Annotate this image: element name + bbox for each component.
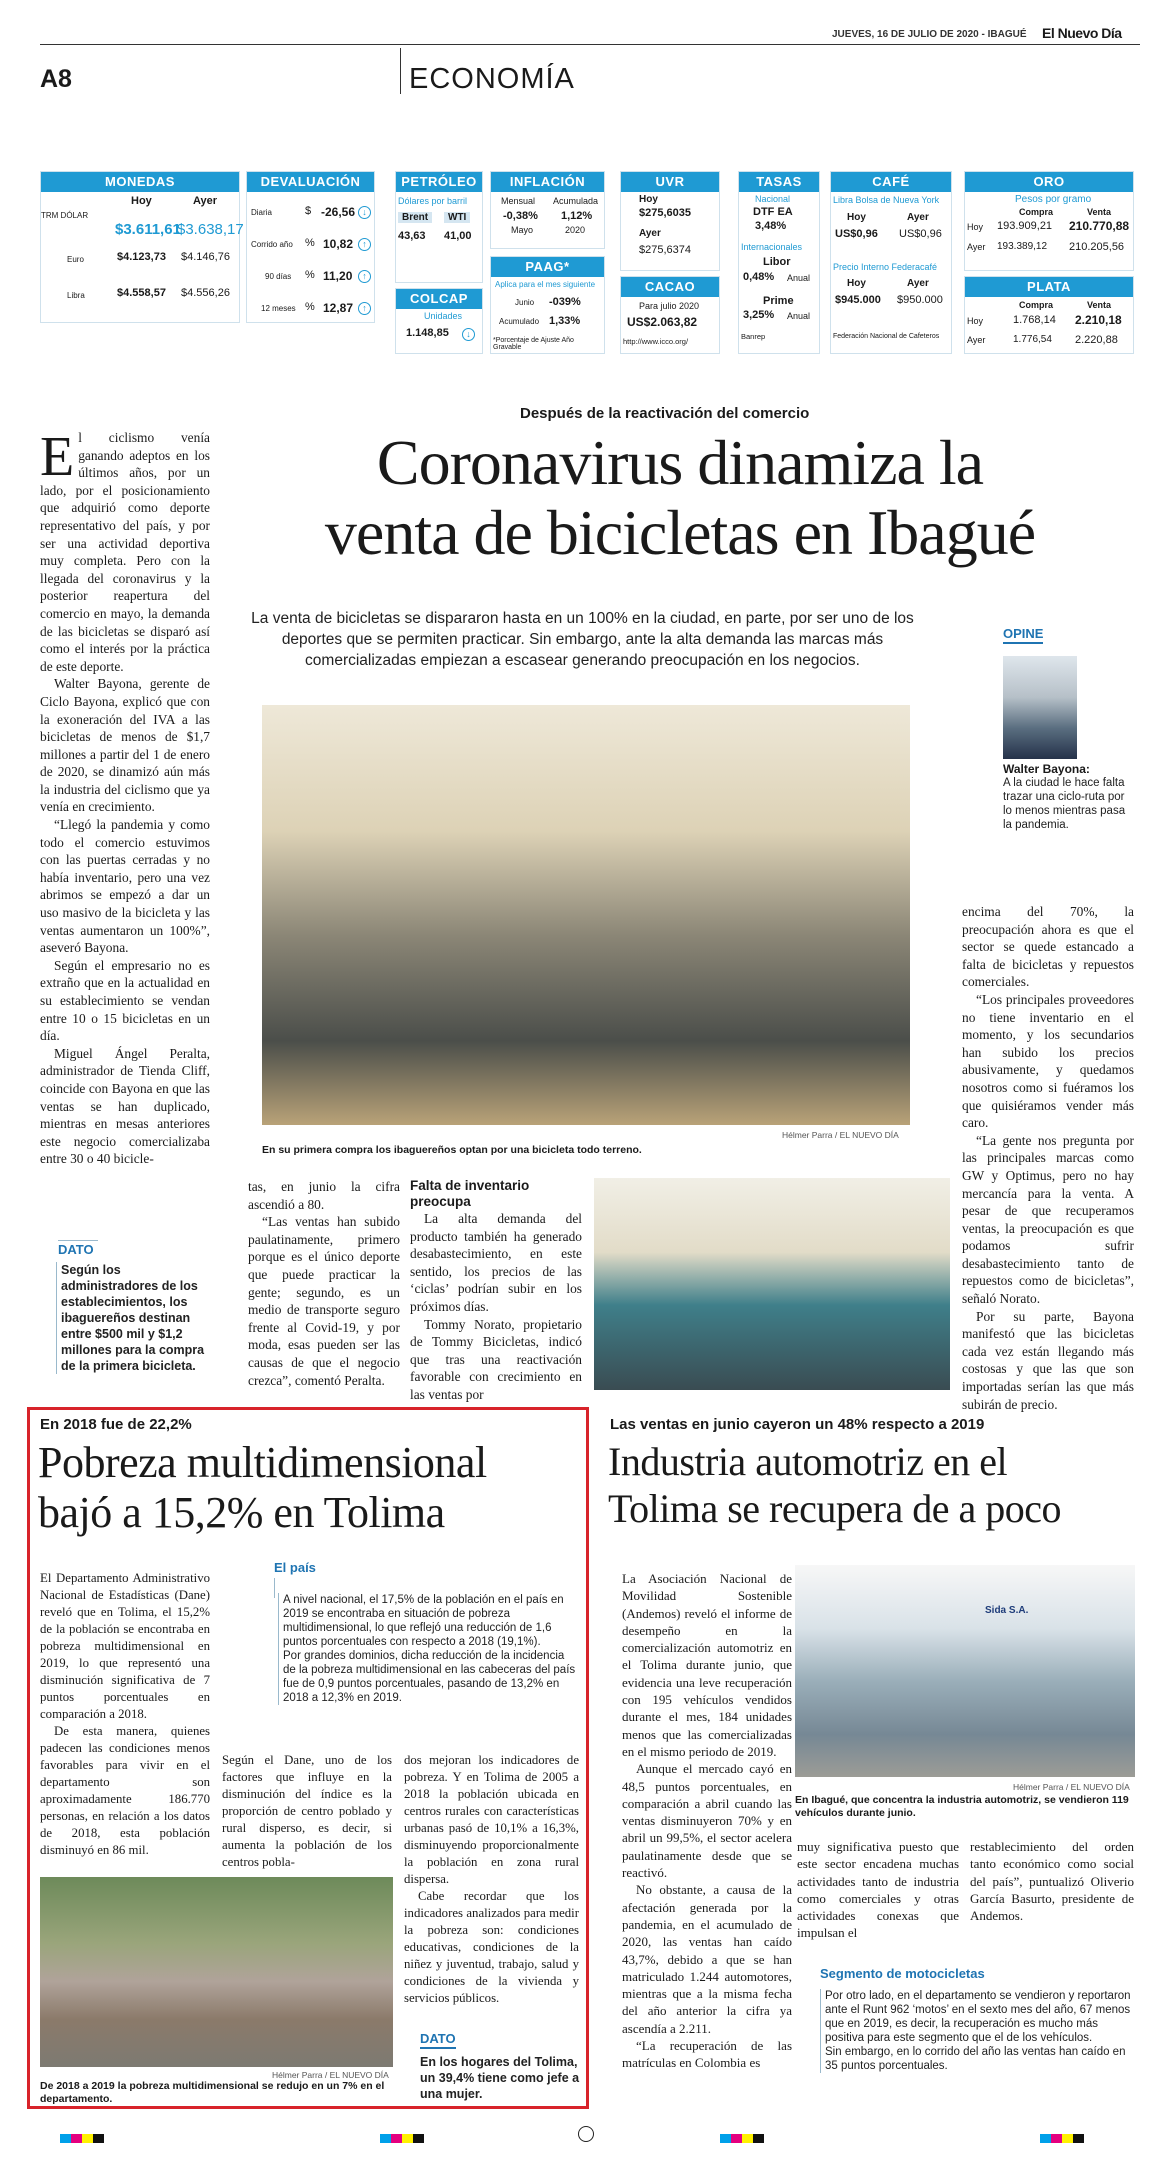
cafe-int-ayer: $950.000 — [897, 294, 943, 306]
segmento-label: Segmento de motocicletas — [820, 1966, 985, 1981]
main-col4-p2: “Los principales proveedores no tiene inventario en el momento, y los secundarios han subido los precios abusivamente, y quedamos nosotros como si fuéramos los que quisiéramos vender más caro. — [962, 991, 1134, 1131]
inflacion-mensual-label: Mensual — [501, 196, 536, 206]
libor-value: 0,48% — [743, 271, 775, 283]
oro-ayer-compra: 193.389,12 — [997, 241, 1048, 252]
subhead: Falta de inventario preocupa — [410, 1178, 530, 1209]
inflacion-anio: 2020 — [565, 225, 586, 235]
plata-ayer-venta: 2.220,88 — [1075, 334, 1118, 346]
main-col3 — [410, 1178, 582, 1404]
pobreza-dato-box — [420, 2030, 580, 2102]
segmento-text-p1: Por otro lado, en el departamento se vendieron y reportaron ante el Runt 962 ‘motos’ en el sexto mes del año, 67 menos que en 2019, es decir, la recuperación es mucho más positiva para este segmento que el de los vehículos. — [825, 1990, 1131, 2044]
auto-col1-p1: La Asociación Nacional de Movilidad Sostenible (Andemos) reveló el informe de desempeño en la comercialización automotriz en el Tolima durante junio, que evidencia una leve recuperación con 195 vehículos vendidos durante el mes, 184 unidades menos que las comercializadas en el mismo periodo de 2019. — [622, 1571, 792, 1759]
opine-portrait — [1003, 656, 1077, 759]
inflacion-acum: 1,12% — [561, 210, 593, 222]
pobreza-col1-p1: El Departamento Administrativo Nacional de Estadísticas (Dane) reveló que en Tolima, el 15,2% de la población se encontraba en pobreza multidimensional en 2019, lo que representó una disminución significativa de 7 puntos porcentuales en comparación a 2018. — [40, 1571, 210, 1721]
cacao-box — [620, 276, 720, 354]
petroleo-title: PETRÓLEO — [396, 172, 482, 192]
auto-col1 — [622, 1570, 792, 2072]
inflacion-acum-label: Acumulada — [553, 196, 599, 206]
deval-12-unit: % — [305, 301, 315, 313]
euro-label: Euro — [67, 255, 84, 264]
pobreza-photo-credit: Hélmer Parra / EL NUEVO DÍA — [272, 2070, 389, 2080]
cafe-ny-hoy: US$0,96 — [835, 228, 878, 240]
oro-ayer-label: Ayer — [967, 242, 986, 252]
color-bar — [1040, 2130, 1084, 2148]
main-col1 — [40, 426, 210, 1168]
auto-headline-line1: Industria automotriz en el — [608, 1439, 1008, 1484]
euro-hoy: $4.123,73 — [117, 251, 166, 263]
colcap-box — [395, 288, 483, 354]
deval-corrido-label: Corrido año — [251, 240, 293, 249]
euro-ayer: $4.146,76 — [181, 251, 230, 263]
brent-label: Brent — [398, 212, 432, 223]
colcap-sub: Unidades — [424, 311, 463, 321]
pobreza-dato-label: DATO — [420, 2031, 456, 2049]
main-col4-p3: “La gente nos pregunta por las principales marcas como GW y Optimus, pero no hay mercancía para la venta. A pesar de que recuperamos ventas, la preocupación es que podamos sufrir desabastecimiento tanto de repuestos como de bicicletas”, señaló Norato. — [962, 1132, 1134, 1307]
auto-headline — [608, 1438, 1138, 1532]
deval-diaria-value: -26,56 — [321, 205, 356, 219]
cafe-ny-label: Libra Bolsa de Nueva York — [833, 195, 940, 205]
libor-label: Libor — [763, 256, 791, 268]
monedas-ayer-label: Ayer — [193, 195, 218, 207]
colcap-title: COLCAP — [396, 289, 482, 309]
dtf-label: DTF EA — [753, 206, 793, 218]
section-divider — [400, 48, 401, 94]
pobreza-col1 — [40, 1570, 210, 1859]
brand-logo: El Nuevo Día — [1042, 25, 1122, 41]
pobreza-col1-p2: De esta manera, quienes padecen las condiciones menos favorables para vivir en el departamento son aproximadamente 186.770 personas, en relación a los datos de 2018, esta población disminuyó en 86 mil. — [40, 1724, 210, 1857]
main-kicker: Después de la reactivación del comercio — [520, 405, 810, 422]
auto-col1-p4: “La recuperación de las matrículas en Colombia es — [622, 2038, 792, 2071]
main-col2 — [248, 1178, 400, 1389]
pobreza-photo-caption: De 2018 a 2019 la pobreza multidimensional se redujo en un 7% en el departamento. — [40, 2080, 385, 2105]
cafe-ayer-label-2: Ayer — [907, 278, 929, 289]
deval-diaria-unit: $ — [305, 205, 312, 217]
elpais-text — [278, 1593, 579, 1705]
deval-90-value: 11,20 — [323, 269, 353, 283]
dtf-value: 3,48% — [755, 220, 787, 232]
wti-label: WTI — [444, 212, 470, 223]
cafe-title: CAFÉ — [831, 172, 951, 192]
oro-sub: Pesos por gramo — [1015, 194, 1092, 205]
dato-text: Según los administradores de los establecimientos, los ibaguereños destinan entre $500 mil y $1,2 millones para la compra de la primera bicicleta. — [56, 1262, 210, 1374]
plata-compra-label: Compra — [1019, 300, 1054, 310]
car-dealer-photo — [795, 1565, 1135, 1777]
cafe-int-label: Precio Interno Federacafé — [833, 262, 938, 272]
arrow-down-icon: ↓ — [358, 206, 371, 219]
oro-hoy-compra: 193.909,21 — [997, 220, 1053, 232]
bike-shop-photo — [262, 705, 910, 1125]
colcap-value: 1.148,85 — [406, 327, 449, 339]
main-headline-line2: venta de bicicletas en Ibagué — [324, 497, 1036, 568]
plata-box — [964, 276, 1134, 354]
inflacion-mes: Mayo — [511, 225, 534, 235]
main-col4 — [962, 903, 1134, 1413]
main-col1-p3: “Llegó la pandemia y como todo el comercio estuvimos con las puertas cerradas y no había inventario, pero una vez abrimos se empezó a dar un uso masivo de la bicicleta y las ventas aumentaron un 100%”, aseveró Bayona. — [40, 817, 210, 956]
registration-mark-icon — [578, 2126, 594, 2142]
color-bar — [380, 2130, 424, 2148]
trm-label: TRM DÓLAR — [41, 211, 89, 220]
cacao-title: CACAO — [621, 277, 719, 297]
oro-box — [964, 171, 1134, 271]
cacao-value: US$2.063,82 — [627, 315, 698, 329]
main-headline-line1: Coronavirus dinamiza la — [376, 427, 984, 498]
oro-hoy-label: Hoy — [967, 222, 984, 232]
tasas-title: TASAS — [739, 172, 819, 192]
uvr-box — [620, 171, 720, 271]
devaluacion-title: DEVALUACIÓN — [247, 172, 374, 192]
elpais-label: El país — [274, 1560, 316, 1575]
main-headline — [220, 428, 1140, 568]
prime-label: Prime — [763, 295, 794, 307]
segmento-text-p2: Sin embargo, en lo corrido del año las ventas han caído en 35 puntos porcentuales. — [825, 2046, 1126, 2072]
libor-unit: Anual — [787, 273, 811, 283]
tasas-source: Banrep — [741, 332, 766, 341]
paag-box — [490, 256, 605, 354]
store-sign: Sida S.A. — [985, 1605, 1029, 1616]
auto-col1-p3: No obstante, a causa de la afectación generada por la pandemia, en el acumulado de 2020, las ventas han caído 43,7%, debido a que se han matriculado 1.244 automotores, mientras que a la misma fecha del año anterior la cifra ya ascendía a 2.211. — [622, 1882, 792, 2036]
paag-acum-label: Acumulado — [499, 317, 540, 326]
pobreza-col3 — [404, 1752, 579, 2007]
auto-col3: restablecimiento del orden tanto económico como social del país”, puntualizó Oliverio García Basurto, presidente de Andemos. — [970, 1839, 1134, 1924]
elpais-text-p1: A nivel nacional, el 17,5% de la población en el país en 2019 se encontraba en situación de pobreza multidimensional, lo que reflejó una reducción de 1,6 puntos porcentuales con respecto a 2018 (19,1%). — [283, 1594, 564, 1648]
segmento-box — [820, 1965, 1134, 2073]
segmento-text — [820, 1989, 1134, 2073]
main-col2-p1: tas, en junio la cifra ascendió a 80. — [248, 1179, 400, 1212]
tasas-box — [738, 171, 820, 354]
plata-ayer-label: Ayer — [967, 335, 986, 345]
cacao-sub: Para julio 2020 — [639, 301, 700, 311]
cafe-int-hoy: $945.000 — [835, 294, 881, 306]
plata-hoy-label: Hoy — [967, 316, 984, 326]
main-col3-p1: La alta demanda del producto también ha generado desabastecimiento, en este sentido, los precios de las ‘ciclas’ podrían subir en los próximos días. — [410, 1211, 582, 1314]
pobreza-col2: Según el Dane, uno de los factores que influye en la disminución del índice es la proporción de centro poblado y rural disperso, es decir, si aumenta la población de los centros pobla- — [222, 1753, 392, 1869]
oro-compra-label: Compra — [1019, 207, 1054, 217]
pobreza-col3-p2: Cabe recordar que los indicadores analizados para medir la pobreza son: condiciones educativas, condiciones de la niñez y juventud, trabajo, salud y condiciones de la vivienda y servicios públicos. — [404, 1889, 579, 2005]
cafe-source: Federación Nacional de Cafeteros — [833, 333, 940, 340]
uvr-ayer: $275,6374 — [639, 244, 691, 256]
deval-12-value: 12,87 — [323, 301, 354, 315]
auto-col2: muy significativa puesto que este sector encadena muchas actividades tanto de industria como comerciales y otras actividades conexas que impulsan el — [797, 1839, 959, 1941]
prime-value: 3,25% — [743, 309, 775, 321]
auto-headline-line2: Tolima se recupera de a poco — [608, 1486, 1061, 1531]
main-col1-p1: l ciclismo venía ganando adeptos en los últimos años, por un lado, por el posicionamiento que adquirió como deporte representativo del país, y por ser una actividad deportiva muy completa. Pero con la llegada del coronavirus y la posterior reapertura del comercio en mayo, la demanda de las bicicletas se disparó así como el interés por la práctica de este deporte. — [40, 430, 210, 674]
cafe-hoy-label: Hoy — [847, 212, 866, 223]
pobreza-headline-line1: Pobreza multidimensional — [38, 1438, 487, 1487]
masthead-rule — [40, 44, 1140, 45]
deval-corrido-value: 10,82 — [323, 237, 354, 251]
arrow-down-icon: ↓ — [462, 328, 475, 341]
devaluacion-box — [246, 171, 375, 323]
arrow-up-icon: ↑ — [358, 302, 371, 315]
pobreza-col3-p1: dos mejoran los indicadores de pobreza. Y en Tolima de 2005 a 2018 la población ubicada en centros rurales con características urbanas pasó de 10,1% a 16,3%, disminuyendo proporcionalmente la población en zona rural dispersa. — [404, 1753, 579, 1886]
elpais-box — [234, 1560, 579, 1705]
auto-photo-credit: Hélmer Parra / EL NUEVO DÍA — [1013, 1782, 1130, 1792]
petroleo-sub: Dólares por barril — [398, 196, 468, 206]
dato-box — [40, 1240, 210, 1374]
monedas-box — [40, 171, 244, 323]
pobreza-kicker: En 2018 fue de 22,2% — [40, 1416, 192, 1433]
opine-name: Walter Bayona: — [1003, 762, 1090, 776]
oro-venta-label: Venta — [1087, 207, 1112, 217]
prime-unit: Anual — [787, 311, 811, 321]
dropcap: E — [40, 426, 75, 488]
plata-ayer-compra: 1.776,54 — [1013, 334, 1052, 345]
color-bar — [720, 2130, 764, 2148]
tasas-nacional: Nacional — [755, 194, 791, 204]
page-number: A8 — [40, 65, 72, 93]
pobreza-dato-text: En los hogares del Tolima, un 39,4% tiene como jefe a una mujer. — [420, 2055, 580, 2101]
oro-title: ORO — [965, 172, 1133, 192]
main-col4-p1: encima del 70%, la preocupación ahora es que el sector se quede estancado a falta de bicicletas y repuestos comerciales. — [962, 904, 1134, 990]
dato-label: DATO — [58, 1242, 94, 1257]
paag-acum: 1,33% — [549, 315, 581, 327]
paag-note: *Porcentaje de Ajuste Año Gravable — [493, 337, 574, 351]
bike-shop-photo-2 — [594, 1178, 950, 1390]
pobreza-headline — [38, 1438, 583, 1538]
deval-90-label: 90 días — [265, 272, 292, 281]
monedas-hoy-label: Hoy — [131, 195, 152, 207]
section-title: ECONOMÍA — [409, 63, 575, 95]
plata-hoy-venta: 2.210,18 — [1075, 313, 1122, 327]
main-col3-p2: Tommy Norato, propietario de Tommy Bicicletas, indicó que tras una reactivación favorable con crecimiento en las ventas por — [410, 1316, 582, 1402]
arrow-up-icon: ↑ — [358, 238, 371, 251]
main-col1-p2: Walter Bayona, gerente de Ciclo Bayona, explicó que con la exoneración del IVA a las bicicletas de menos de $1,7 millones a partir del 1 de enero de 2020, se dinamizó aún más la industria del ciclismo que ya venía en crecimiento. — [40, 676, 210, 815]
cacao-url[interactable]: http://www.icco.org/ — [623, 337, 689, 346]
wti-value: 41,00 — [444, 230, 472, 242]
oro-hoy-venta: 210.770,88 — [1069, 219, 1130, 233]
main-col4-p4: Por su parte, Bayona manifestó que las bicicletas cada vez están llegando más costosas y que las que son importadas serían las que más subirán de precio. — [962, 1308, 1134, 1412]
trm-hoy: $3.611,61 — [115, 221, 181, 238]
main-col2-p2: “Las ventas han subido paulatinamente, primero porque es el único deporte que puede practicar la gente; segundo, es un medio de transporte seguro frente al Covid-19, y por moda, esas pueden ser las causas de que el negocio crezca”, comentó Peralta. — [248, 1214, 400, 1388]
libra-hoy: $4.558,57 — [117, 287, 166, 299]
cafe-ny-ayer: US$0,96 — [899, 228, 942, 240]
paag-title: PAAG* — [491, 257, 604, 277]
opine-box — [1003, 625, 1134, 832]
plata-title: PLATA — [965, 277, 1133, 297]
color-bar — [60, 2130, 104, 2148]
elpais-quote-icon — [274, 1578, 275, 1598]
deval-12-label: 12 meses — [261, 304, 296, 313]
uvr-title: UVR — [621, 172, 719, 192]
pobreza-headline-line2: bajó a 15,2% en Tolima — [38, 1488, 445, 1537]
monedas-title: MONEDAS — [41, 172, 239, 192]
opine-label: OPINE — [1003, 626, 1043, 644]
main-photo-caption: En su primera compra los ibaguereños optan por una bicicleta todo terreno. — [262, 1144, 642, 1156]
uvr-ayer-label: Ayer — [639, 228, 661, 239]
auto-col1-p2: Aunque el mercado cayó en 48,5 puntos porcentuales, en comparación a abril cuando las ventas disminuyeron 70% y en abril un 99,5%, el sector acelera paulatinamente desde que se reactivó. — [622, 1761, 792, 1881]
inflacion-box — [490, 171, 605, 249]
oro-ayer-venta: 210.205,56 — [1069, 241, 1125, 253]
libra-ayer: $4.556,26 — [181, 287, 230, 299]
street-photo — [40, 1877, 393, 2067]
auto-photo-caption: En Ibagué, que concentra la industria automotriz, se vendieron 119 vehículos durante junio. — [795, 1794, 1129, 1819]
paag-junio-label: Junio — [515, 298, 535, 307]
deval-corrido-unit: % — [305, 237, 315, 249]
deval-diaria-label: Diaria — [251, 208, 272, 217]
arrow-up-icon: ↑ — [358, 270, 371, 283]
cafe-box — [830, 171, 952, 354]
brent-value: 43,63 — [398, 230, 426, 242]
main-col1-p4: Según el empresario no es extraño que en la actualidad en su establecimiento se vendan entre 10 o 15 bicicletas en un día. — [40, 957, 210, 1044]
cafe-hoy-label-2: Hoy — [847, 278, 866, 289]
main-dek: La venta de bicicletas se dispararon hasta en un 100% en la ciudad, en parte, por ser uno de los deportes que se permiten practicar. Sin embargo, ante la alta demanda las marcas más comercializadas empiezan a escasear generando preocupación en los negocios. — [251, 610, 914, 669]
deval-90-unit: % — [305, 269, 315, 281]
tasas-internacionales: Internacionales — [741, 242, 803, 252]
libra-label: Libra — [67, 291, 85, 300]
paag-junio: -039% — [549, 296, 581, 308]
auto-kicker: Las ventas en junio cayeron un 48% respecto a 2019 — [610, 1416, 985, 1433]
elpais-text-p2: Por grandes dominios, dicha reducción de la incidencia de la pobreza multidimensional en las cabeceras del país fue de 0,9 puntos porcentuales, pasando de 13,2% en 2018 a 12,3% en 2019. — [283, 1650, 576, 1704]
main-col1-p5: Miguel Ángel Peralta, administrador de Tienda Cliff, coincide con Bayona en que las ventas se han duplicado, mientras en mesas anteriores este negocio comercializaba entre 30 o 40 bicicle- — [40, 1045, 210, 1167]
main-photo-credit: Hélmer Parra / EL NUEVO DÍA — [782, 1130, 899, 1140]
paag-sub: Aplica para el mes siguiente — [495, 280, 596, 289]
opine-text: A la ciudad le hace falta trazar una ciclo-ruta por lo menos mientras pasa la pandemia. — [1003, 777, 1126, 831]
inflacion-mensual: -0,38% — [503, 210, 538, 222]
uvr-hoy: $275,6035 — [639, 207, 691, 219]
uvr-hoy-label: Hoy — [639, 194, 658, 205]
dateline: JUEVES, 16 DE JULIO DE 2020 - IBAGUÉ — [832, 29, 1027, 40]
plata-hoy-compra: 1.768,14 — [1013, 314, 1056, 326]
petroleo-box — [395, 171, 483, 283]
cafe-ayer-label: Ayer — [907, 212, 929, 223]
trm-ayer: $3.638,17 — [177, 221, 244, 238]
inflacion-title: INFLACIÓN — [491, 172, 604, 192]
plata-venta-label: Venta — [1087, 300, 1112, 310]
